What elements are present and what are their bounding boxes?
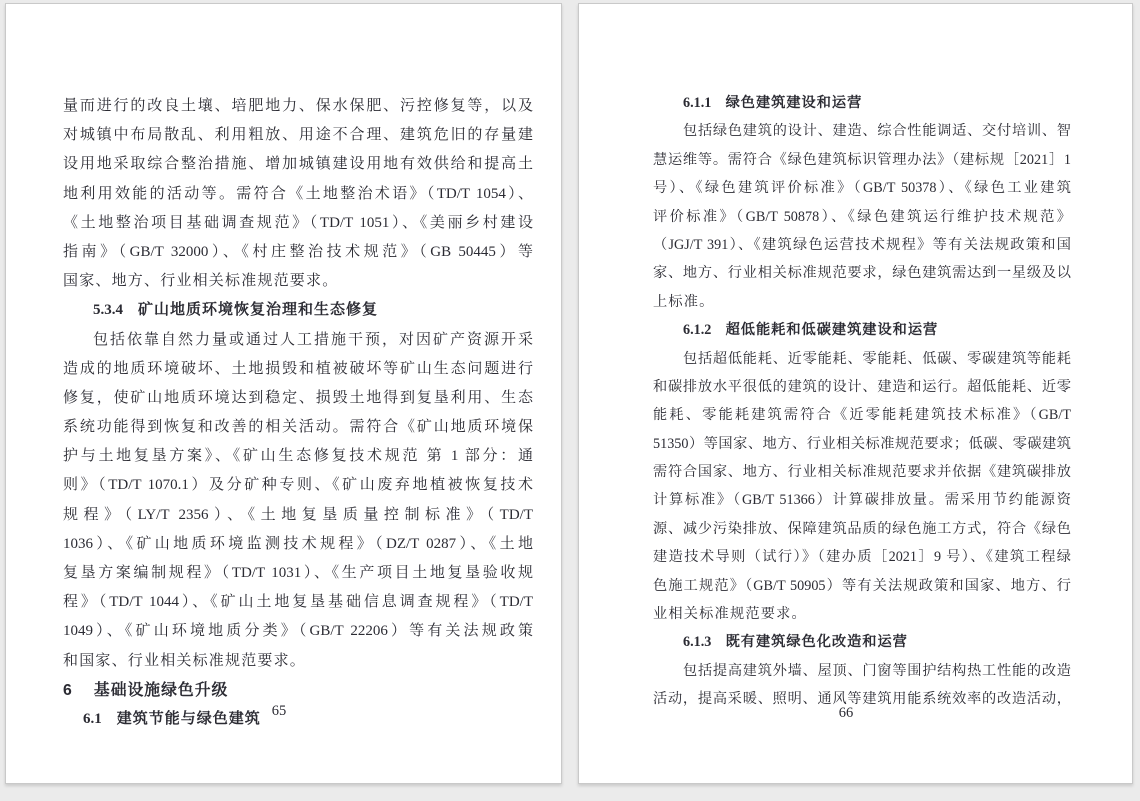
- text-line: 《土地整治项目基础调查规范》（TD/T 1051）、《美丽乡村建设: [63, 214, 533, 231]
- text-line: 1036）、《矿山地质环境监测技术规程》（DZ/T 0287）、《土地: [63, 535, 533, 552]
- text-line: 和碳排放水平很低的建筑的设计、建造和运行。超低能耗、近零: [653, 378, 1071, 395]
- text-line: 复垦方案编制规程》（TD/T 1031）、《生产项目土地复垦验收规: [63, 565, 533, 581]
- heading-title: 绿色建筑建设和运营: [725, 95, 863, 111]
- text-line: 包括绿色建筑的设计、建造、综合性能调适、交付培训、智: [683, 123, 1071, 140]
- text-line: 包括超低能耗、近零能耗、零能耗、低碳、零碳建筑等能耗: [683, 350, 1071, 367]
- text-line: 量而进行的改良土壤、培肥地力、保水保肥、污控修复等，以及: [63, 98, 533, 114]
- heading-title: 基础设施绿色升级: [93, 681, 229, 699]
- heading-number: 5.3.4: [93, 302, 123, 319]
- section-heading: [63, 676, 533, 705]
- text-line: （JGJ/T 391）、《建筑绿色运营技术规程》等有关法规政策和国: [653, 236, 1071, 253]
- heading-number: 6: [63, 681, 72, 699]
- page-number: 66: [838, 705, 854, 721]
- text-line: 则》（TD/T 1070.1）及分矿种专则、《矿山废弃地植被恢复技术: [63, 477, 533, 494]
- text-line: 护与土地复垦方案》、《矿山生态修复技术规范 第 1 部分：通: [63, 448, 533, 465]
- text-line: 包括提高建筑外墙、屋顶、门窗等围护结构热工性能的改造: [683, 662, 1071, 679]
- page-content-0: [63, 92, 533, 734]
- heading-number: 6.1.3: [683, 634, 712, 651]
- text-line: 计算标准》（GB/T 51366）计算碳排放量。需采用节约能源资: [653, 492, 1071, 509]
- document-page-66: [578, 3, 1133, 784]
- text-line: 建造技术导则（试行）》（建办质［2021］9 号）、《建筑工程绿: [653, 549, 1071, 566]
- document-page-65: [5, 3, 562, 784]
- text-line: 评价标准》（GB/T 50878）、《绿色建筑运行维护技术规范》: [653, 208, 1071, 225]
- text-line: 国家、地方、行业相关标准规范要求。: [63, 273, 339, 290]
- page-number: 65: [271, 703, 287, 719]
- text-line: 地利用效能的活动等。需符合《土地整治术语》（TD/T 1054）、: [63, 185, 533, 202]
- heading-title: 矿山地质环境恢复治理和生态修复: [138, 302, 379, 319]
- text-line: 修复，使矿山地质环境达到稳定、损毁土地得到复垦利用、生态: [63, 389, 533, 406]
- heading-title: 建筑节能与绿色建筑: [116, 710, 261, 727]
- text-line: 对城镇中布局散乱、利用粗放、用途不合理、建筑危旧的存量建: [63, 127, 533, 144]
- text-line: 慧运维等。需符合《绿色建筑标识管理办法》（建标规［2021］1: [653, 151, 1071, 168]
- text-line: 家、地方、行业相关标准规范要求，绿色建筑需达到一星级及以: [653, 265, 1071, 282]
- heading-number: 6.1.2: [683, 322, 712, 339]
- text-line: 需符合国家、地方、行业相关标准规范要求并依据《建筑碳排放: [653, 464, 1071, 481]
- text-line: 1049）、《矿山环境地质分类》（GB/T 22206）等有关法规政策: [63, 623, 533, 640]
- text-line: 包括依靠自然力量或通过人工措施干预，对因矿产资源开采: [93, 331, 533, 348]
- heading-title: 既有建筑绿色化改造和运营: [725, 634, 908, 651]
- text-line: 业相关标准规范要求。: [653, 606, 807, 623]
- text-line: 源、减少污染排放、保障建筑品质的绿色施工方式，符合《绿色: [653, 520, 1071, 537]
- text-line: 51350）等国家、地方、行业相关标准规范要求；低碳、零碳建筑: [653, 435, 1071, 452]
- heading-title: 超低能耗和低碳建筑建设和运营: [725, 322, 939, 339]
- text-line: 系统功能得到恢复和改善的相关活动。需符合《矿山地质环境保: [63, 419, 533, 436]
- text-line: 色施工规范》（GB/T 50905）等有关法规政策和国家、地方、行: [653, 577, 1071, 594]
- section-heading: [653, 628, 1071, 656]
- text-line: 能耗、零能耗建筑需符合《近零能耗建筑技术标准》（GB/T: [653, 407, 1071, 424]
- section-heading: [653, 316, 1071, 344]
- text-line: 规程》（LY/T 2356）、《土地复垦质量控制标准》（TD/T: [63, 506, 533, 523]
- page-content-1: [653, 89, 1071, 714]
- text-line: 和国家、行业相关标准规范要求。: [63, 652, 307, 669]
- text-line: 活动，提高采暖、照明、通风等建筑用能系统效率的改造活动，: [653, 691, 1071, 708]
- heading-number: 6.1.1: [683, 95, 712, 111]
- heading-number: 6.1: [83, 710, 102, 727]
- text-line: 设用地采取综合整治措施、增加城镇建设用地有效供给和提高土: [63, 156, 533, 173]
- section-heading: [653, 89, 1071, 117]
- text-line: 程》（TD/T 1044）、《矿山土地复垦基础信息调查规程》（TD/T: [63, 594, 533, 611]
- text-line: 造成的地质环境破坏、土地损毁和植被破坏等矿山生态问题进行: [63, 360, 533, 377]
- text-line: 号）、《绿色建筑评价标准》（GB/T 50378）、《绿色工业建筑: [653, 180, 1071, 197]
- section-heading: [63, 296, 533, 325]
- text-line: 指南》（GB/T 32000）、《村庄整治技术规范》（GB 50445）等: [63, 243, 533, 260]
- text-line: 上标准。: [653, 293, 715, 310]
